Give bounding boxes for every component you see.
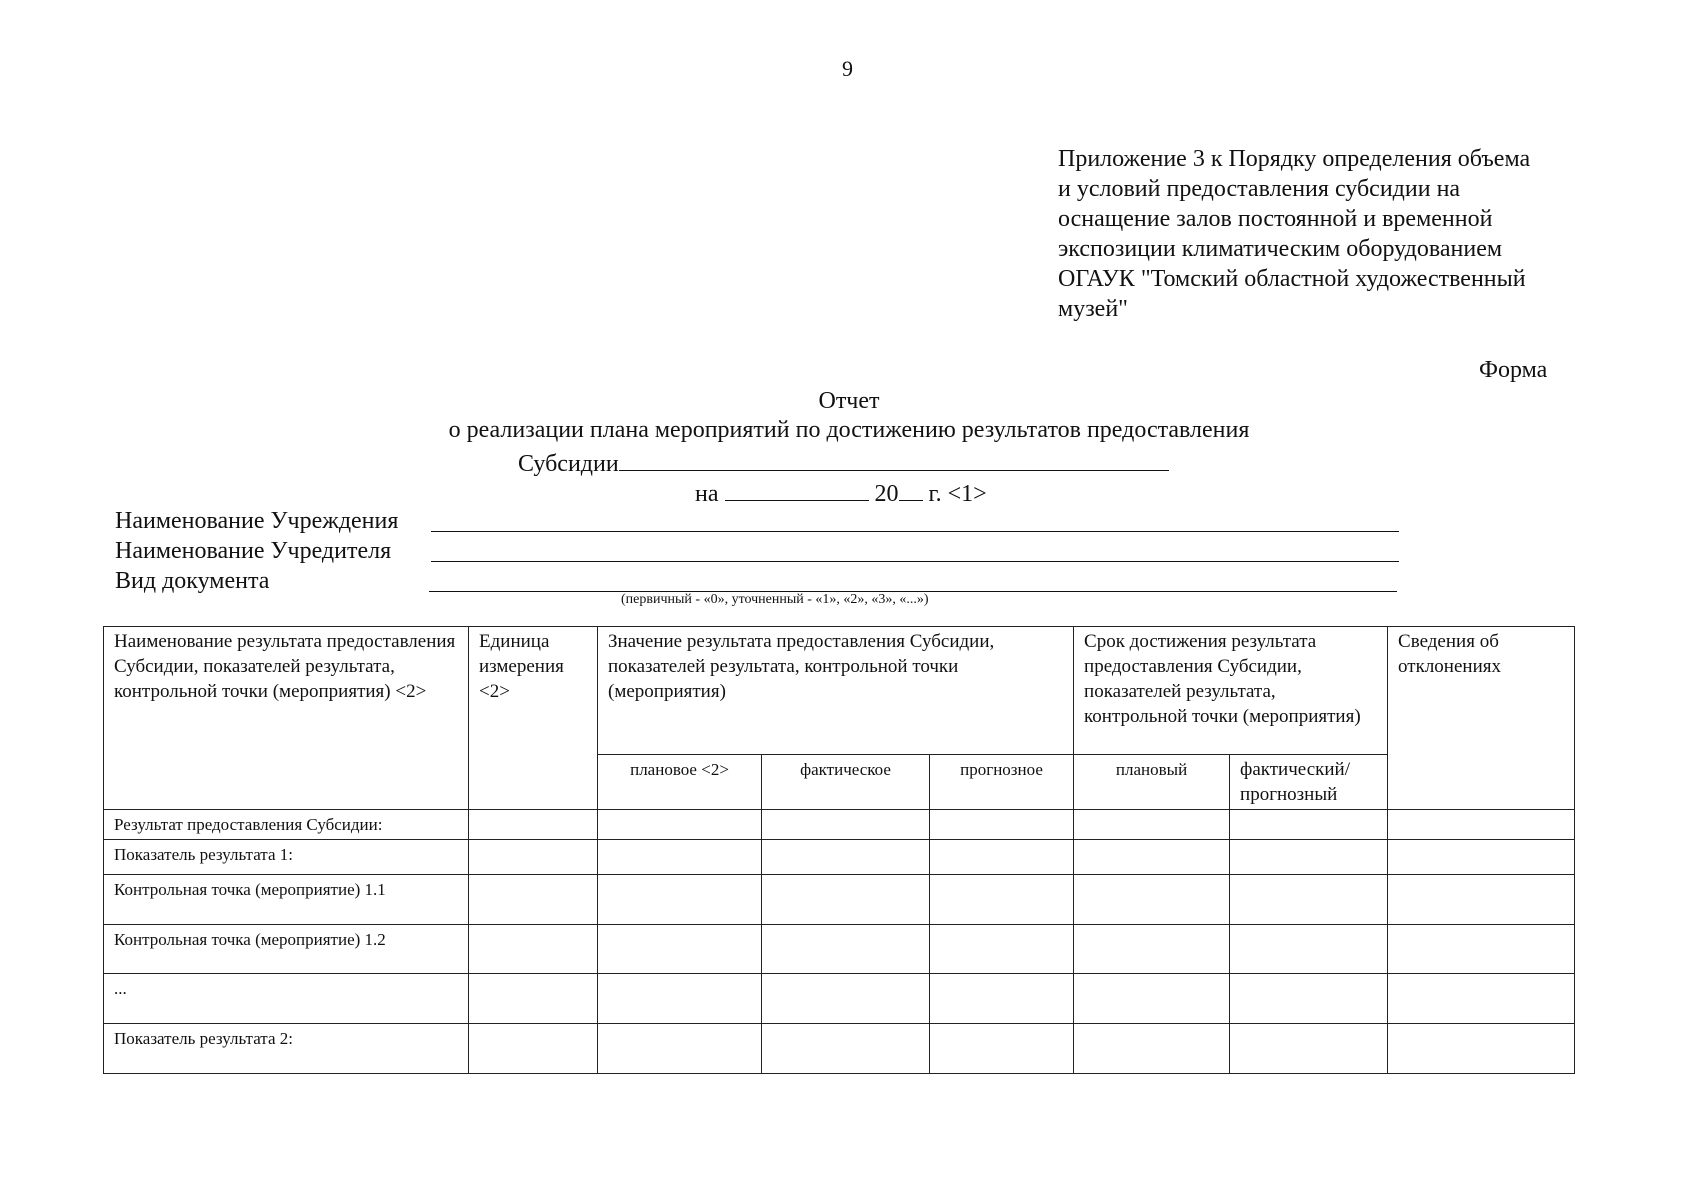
cell[interactable] — [598, 875, 762, 925]
cell[interactable] — [930, 840, 1074, 875]
page-number: 9 — [842, 56, 853, 81]
cell[interactable] — [1074, 875, 1230, 925]
subsidy-blank[interactable] — [619, 446, 1169, 471]
cell[interactable] — [930, 1024, 1074, 1074]
appendix-line: музей" — [1058, 296, 1128, 322]
table-row — [104, 810, 1575, 840]
subheader-actual-deadline: фактический/ прогнозный — [1230, 755, 1388, 810]
cell[interactable] — [598, 810, 762, 840]
table-row — [104, 840, 1575, 875]
cell[interactable] — [930, 875, 1074, 925]
subsidy-label: Субсидии — [518, 451, 619, 477]
form-label: Форма — [1479, 357, 1548, 383]
cell[interactable] — [1388, 875, 1575, 925]
cell[interactable] — [1230, 810, 1388, 840]
header-name: Наименование результата предоставления Субсидии, показателей результата, контрольной точки (мероприятия) <2> — [104, 627, 469, 810]
period-prefix: на — [695, 481, 719, 507]
table-row — [104, 974, 1575, 1024]
subheader-actual-value: фактическое — [762, 755, 930, 810]
cell[interactable] — [469, 810, 598, 840]
row-label: Показатель результата 2: — [104, 1024, 469, 1074]
cell[interactable] — [1074, 810, 1230, 840]
year-blank[interactable] — [899, 476, 923, 501]
doc-type-label: Вид документа — [115, 568, 270, 594]
header-unit: Единица измерения <2> — [469, 627, 598, 810]
cell[interactable] — [1074, 1024, 1230, 1074]
cell[interactable] — [762, 974, 930, 1024]
cell[interactable] — [762, 810, 930, 840]
table-row — [104, 875, 1575, 925]
appendix-note — [1058, 144, 1618, 324]
row-label: Показатель результата 1: — [104, 840, 469, 875]
cell[interactable] — [469, 840, 598, 875]
cell[interactable] — [762, 840, 930, 875]
cell[interactable] — [1074, 840, 1230, 875]
cell[interactable] — [1388, 925, 1575, 974]
founder-label: Наименование Учредителя — [115, 538, 392, 564]
cell[interactable] — [1230, 875, 1388, 925]
period-year: 20 — [874, 481, 899, 507]
appendix-line: Приложение 3 к Порядку определения объема — [1058, 146, 1531, 172]
cell[interactable] — [1230, 1024, 1388, 1074]
table-row — [104, 925, 1575, 974]
subheader-planned-deadline: плановый — [1074, 755, 1230, 810]
subheader-planned-value: плановое <2> — [598, 755, 762, 810]
cell[interactable] — [1074, 974, 1230, 1024]
cell[interactable] — [469, 875, 598, 925]
doc-type-note: (первичный - «0», уточненный - «1», «2», «3», «...») — [621, 592, 929, 607]
appendix-line: оснащение залов постоянной и временной — [1058, 206, 1493, 232]
cell[interactable] — [930, 925, 1074, 974]
row-label: ... — [104, 974, 469, 1024]
cell[interactable] — [762, 1024, 930, 1074]
row-label: Результат предоставления Субсидии: — [104, 810, 469, 840]
institution-field[interactable] — [431, 531, 1399, 532]
period-line — [695, 476, 987, 509]
appendix-line: экспозиции климатическим оборудованием — [1058, 236, 1503, 262]
header-deadline: Срок достижения результата предоставления Субсидии, показателей результата, контрольной точки (мероприятия) — [1074, 627, 1388, 755]
cell[interactable] — [598, 840, 762, 875]
cell[interactable] — [762, 925, 930, 974]
appendix-line: и условий предоставления субсидии на — [1058, 176, 1461, 202]
institution-label: Наименование Учреждения — [115, 508, 399, 534]
cell[interactable] — [469, 925, 598, 974]
period-suffix: г. <1> — [928, 481, 987, 507]
cell[interactable] — [1230, 974, 1388, 1024]
cell[interactable] — [930, 810, 1074, 840]
appendix-line: ОГАУК "Томский областной художественный — [1058, 266, 1526, 292]
header-deviations: Сведения об отклонениях — [1388, 627, 1575, 810]
report-table — [103, 626, 1575, 1074]
report-title: Отчет — [818, 388, 880, 414]
header-value: Значение результата предоставления Субсидии, показателей результата, контрольной точки (мероприятия) — [598, 627, 1074, 755]
cell[interactable] — [1230, 840, 1388, 875]
cell[interactable] — [598, 1024, 762, 1074]
cell[interactable] — [1074, 925, 1230, 974]
cell[interactable] — [1388, 840, 1575, 875]
report-subtitle: о реализации плана мероприятий по достижению результатов предоставления — [448, 417, 1250, 443]
cell[interactable] — [762, 875, 930, 925]
cell[interactable] — [1388, 810, 1575, 840]
row-label: Контрольная точка (мероприятие) 1.2 — [104, 925, 469, 974]
table-row — [104, 1024, 1575, 1074]
cell[interactable] — [469, 974, 598, 1024]
subheader-forecast-value: прогнозное — [930, 755, 1074, 810]
cell[interactable] — [598, 925, 762, 974]
cell[interactable] — [469, 1024, 598, 1074]
subsidy-line — [518, 446, 1169, 479]
cell[interactable] — [1388, 1024, 1575, 1074]
cell[interactable] — [930, 974, 1074, 1024]
cell[interactable] — [1388, 974, 1575, 1024]
founder-field[interactable] — [431, 561, 1399, 562]
row-label: Контрольная точка (мероприятие) 1.1 — [104, 875, 469, 925]
period-blank[interactable] — [725, 476, 869, 501]
cell[interactable] — [1230, 925, 1388, 974]
cell[interactable] — [598, 974, 762, 1024]
